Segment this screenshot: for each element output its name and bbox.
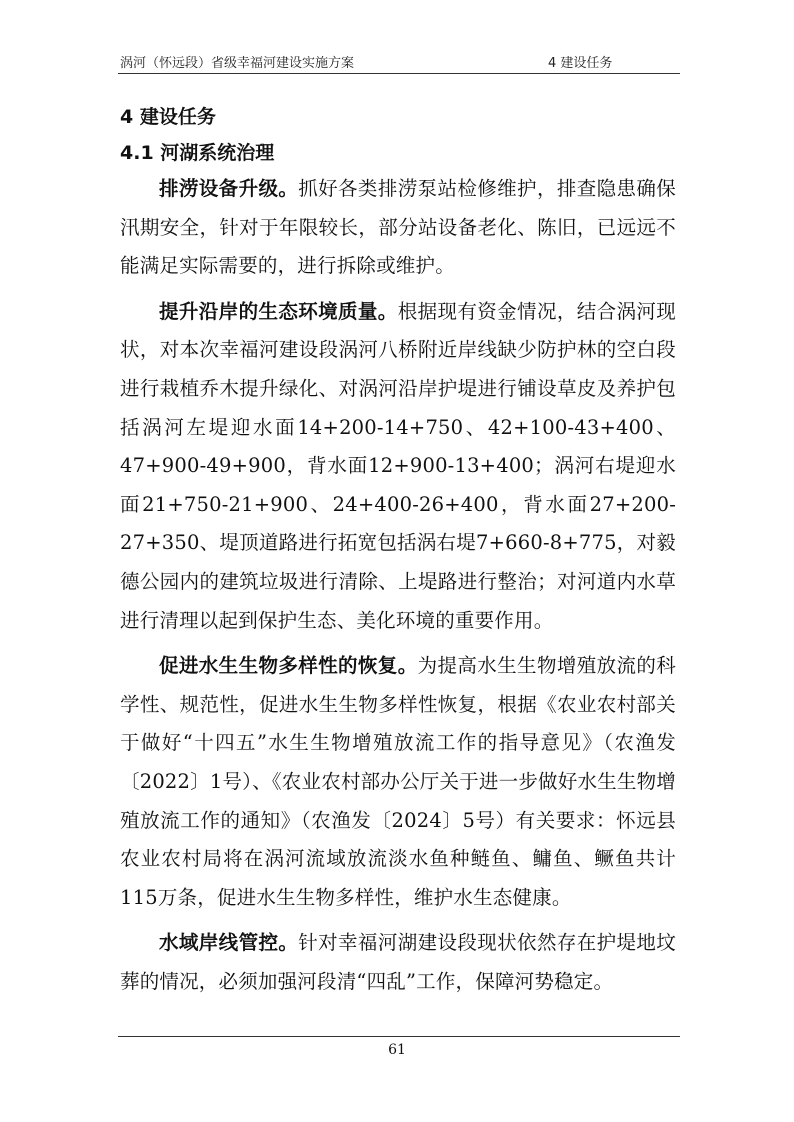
paragraph-lead: 促进水生生物多样性的恢复。 — [159, 654, 418, 678]
paragraph-text: 针对幸福河湖建设段现状依然存在护堤地坟葬的情况，必须加强河段清“四乱”工作，保障河势稳定。 — [120, 931, 676, 993]
paragraph-drainage — [120, 170, 676, 286]
paragraph-text: 为提高水生生物增殖放流的科学性、规范性，促进水生生物多样性恢复，根据《农业农村部关于做好“十四五”水生生物增殖放流工作的指导意见》（农渔发〔2022〕1号）、《农业农村部办公厅关于进一步做好水生生物增殖放流工作的通知》（农渔发〔2024〕5号）有关要求：怀远县农业农村局将在涡河流域放流淡水鱼种鲢鱼、鳙鱼、鳜鱼共计115万条，促进水生生物多样性，维护水生态健康。 — [120, 654, 676, 909]
section-heading: 4 建设任务 — [120, 106, 216, 128]
paragraph-ecology — [120, 293, 676, 640]
paragraph-lead: 水域岸线管控。 — [159, 931, 299, 955]
page-number: 61 — [388, 1042, 406, 1058]
header-document-title: 涡河（怀远段）省级幸福河建设实施方案 — [120, 56, 355, 71]
header-chapter-title: 4 建设任务 — [548, 56, 613, 71]
paragraph-text: 根据现有资金情况，结合涡河现状，对本次幸福河建设段涡河八桥附近岸线缺少防护林的空白段进行栽植乔木提升绿化、对涡河沿岸护堤进行铺设草皮及养护包括涡河左堤迎水面14+200-14+750、42+100-43+400、47+900-49+900，背水面12+900-13+400；涡河右堤迎水面21+750-21+900、24+400-26+400，背水面27+200-27+350、堤顶道路进行拓宽包括涡右堤7+660-8+775，对毅德公园内的建筑垃圾进行清除、上堤路进行整治；对河道内水草进行清理以起到保护生态、美化环境的重要作用。 — [120, 299, 676, 632]
paragraph-lead: 排涝设备升级。 — [159, 177, 299, 200]
page-body — [120, 104, 676, 1008]
paragraph-lead: 提升沿岸的生态环境质量。 — [159, 299, 398, 323]
subsection-heading: 4.1 河湖系统治理 — [120, 142, 275, 164]
footer-rule — [118, 1036, 680, 1037]
paragraph-shoreline — [120, 924, 676, 1001]
header-rule — [118, 73, 680, 74]
paragraph-biodiversity — [120, 647, 676, 917]
paragraph-text: 抓好各类排涝泵站检修维护，排查隐患确保汛期安全，针对于年限较长，部分站设备老化、陈旧，已远远不能满足实际需要的，进行拆除或维护。 — [120, 177, 676, 278]
